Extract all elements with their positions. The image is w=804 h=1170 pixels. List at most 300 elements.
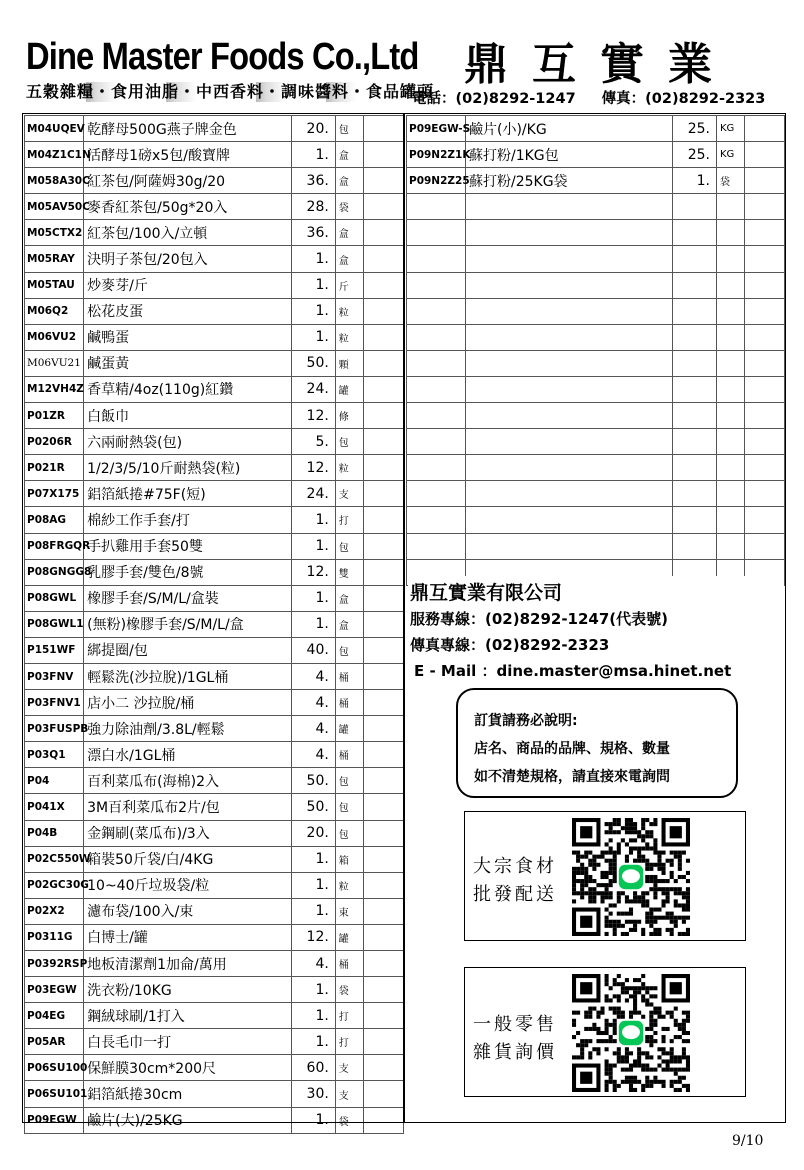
table-row: [407, 194, 785, 220]
qr-retail-line-1: 一般零售: [473, 1014, 557, 1035]
qr-retail-line-2: 雜貨詢價: [473, 1042, 557, 1063]
company-info: [408, 576, 784, 688]
item-name: (無粉)橡膠手套/S/M/L/盒: [84, 611, 292, 637]
item-code: P0311G: [25, 924, 84, 950]
item-quantity: [673, 376, 717, 402]
blank-cell: [363, 977, 403, 1003]
order-notice: [456, 688, 738, 798]
item-code: P02GC30G: [25, 872, 84, 898]
item-code: P02X2: [25, 898, 84, 924]
item-name: 六兩耐熱袋(包): [84, 429, 292, 455]
item-quantity: 30.: [291, 1081, 335, 1107]
category-banner: 五穀雜糧・食用油脂・中西香料・調味醬料・食品罐頭: [26, 82, 435, 101]
table-row: [25, 768, 404, 794]
blank-cell: [745, 168, 785, 194]
item-code: P021R: [25, 455, 84, 481]
table-row: [25, 820, 404, 846]
item-quantity: [673, 246, 717, 272]
item-unit: [717, 403, 745, 429]
item-name: 紅茶包/阿薩姆30g/20: [84, 168, 292, 194]
item-code: [407, 246, 466, 272]
item-name: 箱裝50斤袋/白/4KG: [84, 846, 292, 872]
item-code: M06VU2: [25, 324, 84, 350]
product-table-right: [406, 115, 785, 586]
item-code: [407, 533, 466, 559]
item-name: 蘇打粉/25KG袋: [466, 168, 673, 194]
blank-cell: [363, 742, 403, 768]
item-quantity: 4.: [291, 951, 335, 977]
blank-cell: [363, 1003, 403, 1029]
blank-cell: [745, 194, 785, 220]
item-unit: [717, 533, 745, 559]
item-name: 濾布袋/100入/束: [84, 898, 292, 924]
blank-cell: [363, 1029, 403, 1055]
notice-line-3: 如不清楚規格，請直接來電詢問: [474, 769, 670, 785]
item-name: 鋁箔紙捲#75F(短): [84, 481, 292, 507]
item-unit: 支: [335, 481, 363, 507]
item-name: [466, 350, 673, 376]
qr-wholesale-line-1: 大宗食材: [473, 856, 557, 877]
blank-cell: [363, 350, 403, 376]
qr-wholesale-line-2: 批發配送: [473, 884, 557, 905]
item-quantity: 25.: [673, 142, 717, 168]
item-quantity: 36.: [291, 168, 335, 194]
item-code: M05RAY: [25, 246, 84, 272]
item-unit: KG: [717, 142, 745, 168]
item-quantity: 1.: [291, 1107, 335, 1133]
blank-cell: [363, 585, 403, 611]
item-name: [466, 220, 673, 246]
item-quantity: 1.: [291, 298, 335, 324]
item-quantity: [673, 481, 717, 507]
item-unit: 包: [335, 637, 363, 663]
product-table-left: [24, 115, 404, 1134]
item-code: P03FUSPB: [25, 716, 84, 742]
blank-cell: [363, 951, 403, 977]
item-unit: 粒: [335, 324, 363, 350]
table-row: [407, 116, 785, 142]
qr-retail-box: [464, 967, 746, 1097]
item-name: [466, 246, 673, 272]
table-row: [25, 716, 404, 742]
table-row: [25, 168, 404, 194]
table-row: [25, 1003, 404, 1029]
item-quantity: 1.: [291, 977, 335, 1003]
item-name: [466, 324, 673, 350]
table-row: [25, 350, 404, 376]
item-quantity: 1.: [291, 533, 335, 559]
blank-cell: [745, 350, 785, 376]
item-quantity: [673, 272, 717, 298]
item-name: 鹼片(小)/KG: [466, 116, 673, 142]
qr-wholesale-box: [464, 811, 746, 941]
item-unit: [717, 376, 745, 402]
blank-cell: [363, 663, 403, 689]
item-code: M05TAU: [25, 272, 84, 298]
item-name: 綁提圈/包: [84, 637, 292, 663]
table-row: [25, 246, 404, 272]
blank-cell: [363, 194, 403, 220]
item-name: 棉紗工作手套/打: [84, 507, 292, 533]
blank-cell: [363, 559, 403, 585]
item-name: [466, 455, 673, 481]
table-row: [25, 977, 404, 1003]
table-row: [25, 298, 404, 324]
item-code: P07X175: [25, 481, 84, 507]
item-name: 白博士/罐: [84, 924, 292, 950]
table-row: [407, 168, 785, 194]
blank-cell: [363, 533, 403, 559]
item-name: 白飯巾: [84, 403, 292, 429]
item-quantity: 1.: [291, 246, 335, 272]
table-row: [407, 403, 785, 429]
item-name: 金鋼刷(菜瓜布)/3入: [84, 820, 292, 846]
table-row: [25, 1029, 404, 1055]
item-name: 松花皮蛋: [84, 298, 292, 324]
notice-line-2: 店名、商品的品牌、規格、數量: [474, 741, 670, 757]
table-row: [25, 455, 404, 481]
item-quantity: 1.: [291, 1003, 335, 1029]
item-quantity: 1.: [291, 272, 335, 298]
blank-cell: [363, 611, 403, 637]
blank-cell: [745, 220, 785, 246]
item-quantity: [673, 429, 717, 455]
item-code: [407, 298, 466, 324]
item-code: [407, 507, 466, 533]
table-row: [25, 324, 404, 350]
blank-cell: [745, 507, 785, 533]
table-row: [25, 481, 404, 507]
item-unit: 箱: [335, 846, 363, 872]
table-row: [25, 690, 404, 716]
blank-cell: [363, 1107, 403, 1133]
item-quantity: 1.: [291, 611, 335, 637]
blank-cell: [745, 376, 785, 402]
item-unit: [717, 350, 745, 376]
table-row: [407, 272, 785, 298]
item-quantity: 4.: [291, 663, 335, 689]
item-code: [407, 272, 466, 298]
blank-cell: [363, 429, 403, 455]
table-row: [25, 376, 404, 402]
item-code: [407, 324, 466, 350]
item-unit: 袋: [717, 168, 745, 194]
item-quantity: 1.: [291, 846, 335, 872]
item-name: 鋼絨球刷/1打入: [84, 1003, 292, 1029]
notice-line-1: 訂貨請務必說明:: [474, 713, 578, 729]
item-code: [407, 429, 466, 455]
item-code: P09EGW-S: [407, 116, 466, 142]
table-row: [25, 194, 404, 220]
item-quantity: [673, 455, 717, 481]
item-quantity: [673, 403, 717, 429]
item-code: M058A30C: [25, 168, 84, 194]
item-quantity: 12.: [291, 924, 335, 950]
blank-cell: [363, 820, 403, 846]
item-quantity: 4.: [291, 742, 335, 768]
item-quantity: 12.: [291, 559, 335, 585]
table-row: [25, 663, 404, 689]
blank-cell: [363, 716, 403, 742]
blank-cell: [363, 768, 403, 794]
item-unit: 粒: [335, 455, 363, 481]
item-code: [407, 455, 466, 481]
blank-cell: [363, 690, 403, 716]
table-row: [25, 637, 404, 663]
table-row: [25, 611, 404, 637]
table-row: [25, 951, 404, 977]
item-name: 橡膠手套/S/M/L/盒裝: [84, 585, 292, 611]
item-name: 3M百利菜瓜布2片/包: [84, 794, 292, 820]
blank-cell: [363, 1081, 403, 1107]
blank-cell: [363, 324, 403, 350]
item-unit: KG: [717, 116, 745, 142]
item-unit: 打: [335, 1003, 363, 1029]
table-row: [407, 507, 785, 533]
item-unit: 雙: [335, 559, 363, 585]
item-name: [466, 481, 673, 507]
blank-cell: [363, 898, 403, 924]
item-unit: 支: [335, 1055, 363, 1081]
item-name: 決明子茶包/20包入: [84, 246, 292, 272]
blank-cell: [745, 429, 785, 455]
blank-cell: [745, 403, 785, 429]
item-code: P04: [25, 768, 84, 794]
qr-code-icon[interactable]: [571, 818, 691, 936]
table-row: [407, 376, 785, 402]
item-unit: 盒: [335, 168, 363, 194]
item-code: P05AR: [25, 1029, 84, 1055]
item-quantity: [673, 324, 717, 350]
item-unit: 包: [335, 116, 363, 142]
header-fax: 傳真：(02)8292-2323: [601, 91, 766, 107]
blank-cell: [363, 846, 403, 872]
item-unit: [717, 194, 745, 220]
item-unit: 盒: [335, 220, 363, 246]
item-unit: 顆: [335, 350, 363, 376]
item-name: 鹹蛋黃: [84, 350, 292, 376]
item-code: M05AV50C: [25, 194, 84, 220]
item-unit: 袋: [335, 977, 363, 1003]
blank-cell: [363, 1055, 403, 1081]
item-unit: 盒: [335, 611, 363, 637]
header-contact: [412, 90, 765, 108]
blank-cell: [745, 455, 785, 481]
blank-cell: [745, 533, 785, 559]
blank-cell: [363, 142, 403, 168]
item-quantity: 5.: [291, 429, 335, 455]
table-row: [407, 298, 785, 324]
item-code: M06Q2: [25, 298, 84, 324]
item-code: P0206R: [25, 429, 84, 455]
blank-cell: [363, 924, 403, 950]
blank-cell: [363, 272, 403, 298]
item-name: 輕鬆洗(沙拉脫)/1GL桶: [84, 663, 292, 689]
item-quantity: 36.: [291, 220, 335, 246]
table-row: [407, 455, 785, 481]
item-code: M05CTX2: [25, 220, 84, 246]
item-quantity: 40.: [291, 637, 335, 663]
header-phone: 電話：(02)8292-1247: [412, 91, 576, 107]
fax-line: 傳真專線：(02)8292-2323: [410, 636, 610, 654]
item-code: P02C550W: [25, 846, 84, 872]
item-unit: 打: [335, 1029, 363, 1055]
item-code: P08AG: [25, 507, 84, 533]
item-quantity: [673, 298, 717, 324]
item-quantity: [673, 194, 717, 220]
item-quantity: [673, 220, 717, 246]
item-code: [407, 376, 466, 402]
item-unit: 斤: [335, 272, 363, 298]
table-row: [407, 481, 785, 507]
item-code: M06VU21: [25, 350, 84, 376]
item-unit: 盒: [335, 142, 363, 168]
blank-cell: [745, 116, 785, 142]
table-row: [407, 246, 785, 272]
header: [26, 36, 766, 114]
blank-cell: [745, 142, 785, 168]
table-row: [25, 116, 404, 142]
table-row: [25, 872, 404, 898]
item-quantity: [673, 533, 717, 559]
table-row: [407, 350, 785, 376]
item-unit: [717, 220, 745, 246]
brand-english: Dine Master Foods Co.,Ltd: [26, 36, 419, 78]
item-unit: 桶: [335, 663, 363, 689]
table-row: [25, 1081, 404, 1107]
item-quantity: [673, 507, 717, 533]
item-name: [466, 194, 673, 220]
item-code: [407, 350, 466, 376]
page-number: 9/10: [732, 1133, 764, 1149]
blank-cell: [745, 324, 785, 350]
item-name: 漂白水/1GL桶: [84, 742, 292, 768]
item-unit: [717, 246, 745, 272]
service-line: 服務專線：(02)8292-1247(代表號): [410, 610, 669, 628]
item-code: P04EG: [25, 1003, 84, 1029]
item-unit: [717, 455, 745, 481]
item-unit: 條: [335, 403, 363, 429]
item-code: P03Q1: [25, 742, 84, 768]
item-code: P08FRGQR: [25, 533, 84, 559]
item-name: 洗衣粉/10KG: [84, 977, 292, 1003]
item-quantity: 1.: [291, 898, 335, 924]
blank-cell: [363, 455, 403, 481]
item-name: 乾酵母500G燕子牌金色: [84, 116, 292, 142]
blank-cell: [363, 168, 403, 194]
item-code: P09N2Z1K: [407, 142, 466, 168]
item-code: P03FNV1: [25, 690, 84, 716]
item-unit: 包: [335, 429, 363, 455]
item-code: P03FNV: [25, 663, 84, 689]
table-row: [25, 924, 404, 950]
item-name: 炒麥芽/斤: [84, 272, 292, 298]
item-name: [466, 298, 673, 324]
item-name: 白長毛巾一打: [84, 1029, 292, 1055]
item-quantity: 1.: [291, 1029, 335, 1055]
item-code: M04Z1C1N: [25, 142, 84, 168]
item-unit: 束: [335, 898, 363, 924]
item-name: 1/2/3/5/10斤耐熱袋(粒): [84, 455, 292, 481]
table-row: [25, 533, 404, 559]
table-row: [407, 429, 785, 455]
brand-chinese: 鼎互實業: [464, 39, 736, 90]
item-code: P041X: [25, 794, 84, 820]
item-code: M12VH4Z: [25, 376, 84, 402]
item-name: 手扒雞用手套50雙: [84, 533, 292, 559]
item-name: 10~40斤垃圾袋/粒: [84, 872, 292, 898]
table-row: [25, 585, 404, 611]
item-unit: [717, 298, 745, 324]
blank-cell: [363, 403, 403, 429]
blank-cell: [745, 481, 785, 507]
item-code: P151WF: [25, 637, 84, 663]
table-row: [407, 324, 785, 350]
table-row: [25, 403, 404, 429]
item-unit: [717, 272, 745, 298]
item-name: [466, 376, 673, 402]
blank-cell: [363, 116, 403, 142]
item-quantity: 12.: [291, 403, 335, 429]
item-name: 麥香紅茶包/50g*20入: [84, 194, 292, 220]
table-row: [25, 220, 404, 246]
item-code: M04UQEV: [25, 116, 84, 142]
item-name: 店小二 沙拉脫/桶: [84, 690, 292, 716]
item-code: P09N2Z25: [407, 168, 466, 194]
item-unit: 罐: [335, 716, 363, 742]
table-row: [25, 1055, 404, 1081]
item-code: P0392RSP: [25, 951, 84, 977]
item-quantity: 28.: [291, 194, 335, 220]
table-row: [25, 898, 404, 924]
item-name: 乳膠手套/雙色/8號: [84, 559, 292, 585]
item-quantity: 24.: [291, 376, 335, 402]
item-code: P08GWL: [25, 585, 84, 611]
item-quantity: [673, 350, 717, 376]
table-row: [407, 142, 785, 168]
blank-cell: [745, 298, 785, 324]
item-quantity: 24.: [291, 481, 335, 507]
email-line: E - Mail ：dine.master@msa.hinet.net: [414, 662, 732, 680]
table-row: [25, 429, 404, 455]
blank-cell: [363, 794, 403, 820]
item-code: [407, 403, 466, 429]
item-unit: 包: [335, 533, 363, 559]
item-unit: 罐: [335, 924, 363, 950]
item-name: [466, 403, 673, 429]
qr-code-icon[interactable]: [571, 974, 691, 1092]
item-unit: 包: [335, 794, 363, 820]
item-name: 強力除油劑/3.8L/輕鬆: [84, 716, 292, 742]
item-code: [407, 194, 466, 220]
blank-cell: [363, 507, 403, 533]
item-name: 鹼片(大)/25KG: [84, 1107, 292, 1133]
item-name: [466, 272, 673, 298]
item-quantity: 12.: [291, 455, 335, 481]
table-row: [25, 742, 404, 768]
item-unit: 打: [335, 507, 363, 533]
item-unit: [717, 324, 745, 350]
table-row: [25, 272, 404, 298]
item-quantity: 1.: [291, 507, 335, 533]
item-unit: 包: [335, 768, 363, 794]
table-row: [25, 507, 404, 533]
item-quantity: 25.: [673, 116, 717, 142]
blank-cell: [363, 481, 403, 507]
blank-cell: [363, 220, 403, 246]
table-row: [407, 533, 785, 559]
table-row: [25, 1107, 404, 1133]
